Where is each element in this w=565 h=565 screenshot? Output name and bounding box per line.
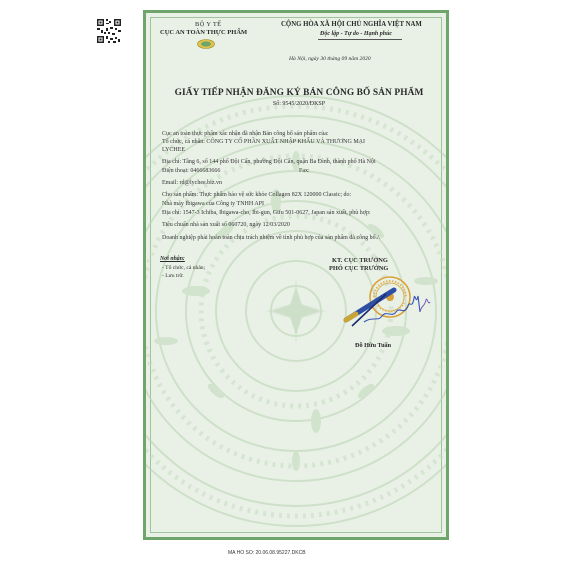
body-line: Nhà máy Ibigawa của Công ty TNHH API xyxy=(162,201,265,207)
qr-code-icon xyxy=(96,18,122,44)
motto-underline xyxy=(318,39,402,40)
national-motto: Độc lập - Tự do - Hạnh phúc xyxy=(320,31,393,37)
body-line: Doanh nghiệp phải hoàn toàn chịu trách nhiệm về tính phù hợp của sản phẩm đã công bố./. xyxy=(162,235,381,241)
ministry-name: BỘ Y TẾ xyxy=(195,21,222,28)
issue-date: Hà Nội, ngày 30 tháng 09 năm 2020 xyxy=(289,56,371,62)
recipient-item: - Tổ chức, cá nhân; xyxy=(162,265,206,271)
document-code: MA HO SO: 20.06.08.95227.DKCB xyxy=(228,550,306,556)
document-number: Số: 9545/2020/ĐKSP xyxy=(272,101,326,107)
body-line: Email: rd@lychee.biz.vn xyxy=(162,180,223,186)
body-line: LYCHEE xyxy=(162,147,186,153)
body-line: Điện thoại: 0466683666 xyxy=(162,168,221,174)
recipient-item: - Lưu trữ. xyxy=(162,273,184,279)
body-line: Cục an toàn thực phẩm xác nhận đã nhận Bản công bố sản phẩm của: xyxy=(162,131,329,137)
country-header: CỘNG HÒA XÃ HỘI CHỦ NGHĨA VIỆT NAM xyxy=(281,21,422,28)
emblem-icon xyxy=(197,39,215,49)
document-title: GIẤY TIẾP NHẬN ĐĂNG KÝ BẢN CÔNG BỐ SẢN PHẨM xyxy=(174,88,424,98)
body-line: Tổ chức, cá nhân: CÔNG TY CỔ PHẦN XUẤT NHẬP KHẨU VÀ THƯƠNG MẠI xyxy=(162,139,366,145)
signature-role-secondary: PHÓ CỤC TRƯỞNG xyxy=(329,265,389,272)
fax-label: Fax: xyxy=(299,168,310,174)
body-line: Cho sản phẩm: Thực phẩm bảo vệ sức khỏe Collagen 82X 120000 Classic; do: xyxy=(162,192,352,198)
agency-name: CỤC AN TOÀN THỰC PHẨM xyxy=(160,29,248,36)
signature-role-primary: KT. CỤC TRƯỞNG xyxy=(332,257,388,264)
body-line: Địa chỉ: Tầng 6, số 144 phố Đội Cấn, phường Đội Cấn, quận Ba Đình, thành phố Hà Nội xyxy=(162,159,376,165)
body-line: Địa chỉ: 1547-3 Ichiba, Ibigawa-cho, Ibi-gun, Gifu 501-0627, Japan sản xuất, phù hợp: xyxy=(162,210,371,216)
body-line: Tiêu chuẩn nhà sản xuất số 060720, ngày 12/03/2020 xyxy=(162,222,290,228)
recipients-title: Nơi nhận: xyxy=(160,256,185,262)
signer-name: Đỗ Hữu Tuấn xyxy=(355,342,392,349)
certificate xyxy=(143,10,449,540)
pen-signature xyxy=(342,276,442,336)
